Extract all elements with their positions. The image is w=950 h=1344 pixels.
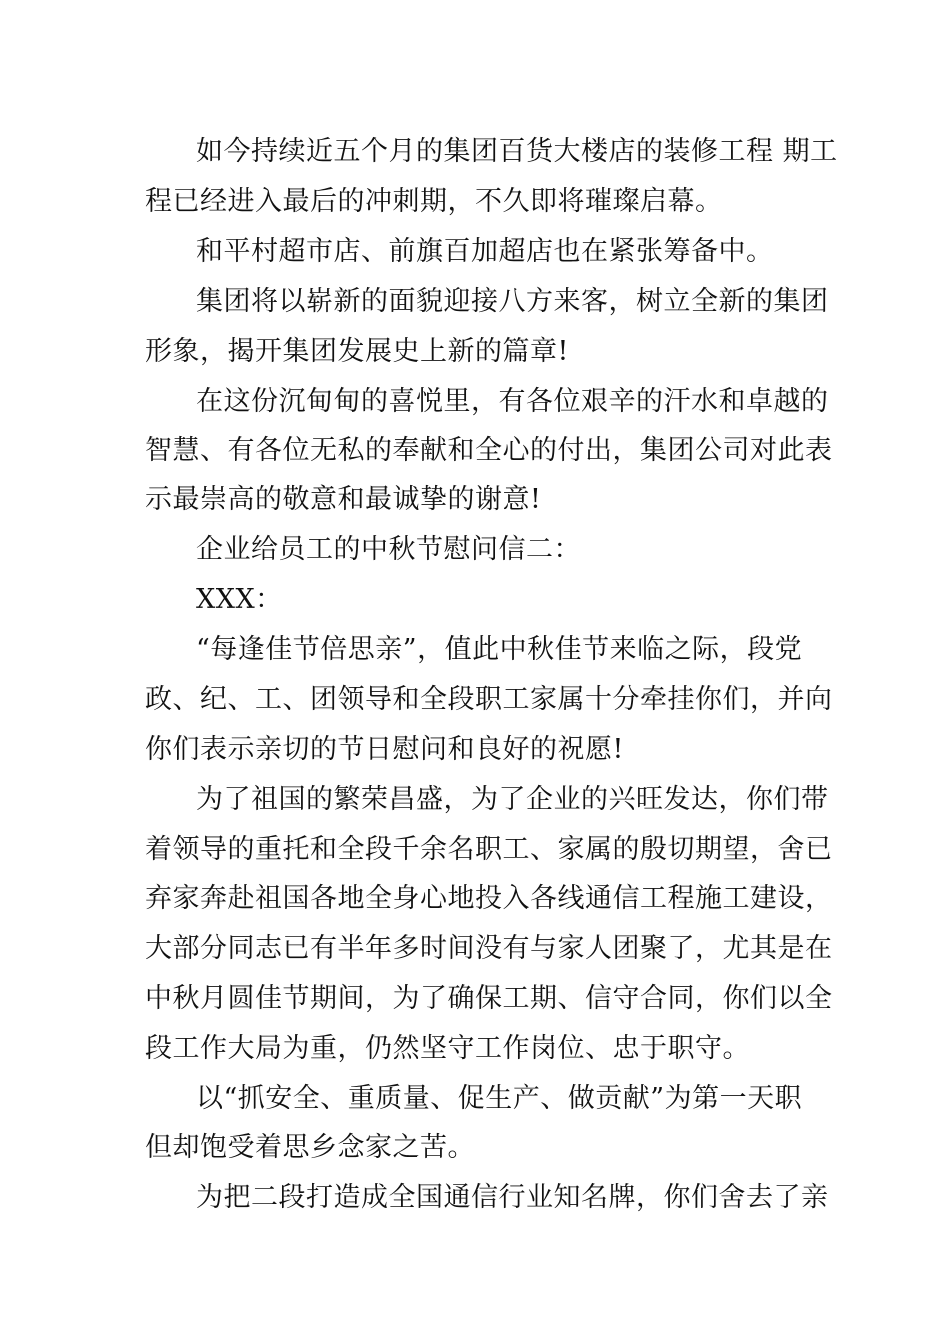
paragraph-line: “每逢佳节倍思亲”，值此中秋佳节来临之际，段党	[196, 634, 803, 665]
paragraph-line: 示最崇高的敬意和最诚挚的谢意!	[145, 484, 542, 515]
paragraph-line: 和平村超市店、前旗百加超店也在紧张筹备中。	[196, 236, 774, 267]
paragraph-line: 形象，揭开集团发展史上新的篇章!	[145, 336, 569, 367]
paragraph-line: 为了祖国的繁荣昌盛，为了企业的兴旺发达，你们带	[196, 784, 829, 815]
paragraph-line: 段工作大局为重，仍然坚守工作岗位、忠于职守。	[145, 1033, 750, 1064]
paragraph-line: 弃家奔赴祖国各地全身心地投入各线通信工程施工建设，	[145, 883, 833, 914]
paragraph-line: 集团将以崭新的面貌迎接八方来客，树立全新的集团	[196, 286, 829, 317]
paragraph-line: 中秋月圆佳节期间，为了确保工期、信守合同，你们以全	[145, 983, 833, 1014]
salutation: XXX：	[196, 584, 283, 615]
paragraph-line: 如今持续近五个月的集团百货大楼店的装修工程 期工	[196, 136, 838, 167]
paragraph-line: 在这份沉甸甸的喜悦里，有各位艰辛的汗水和卓越的	[196, 386, 829, 417]
paragraph-line: 大部分同志已有半年多时间没有与家人团聚了，尤其是在	[145, 933, 833, 964]
section-heading: 企业给员工的中秋节慰问信二：	[196, 534, 581, 565]
paragraph-line: 但却饱受着思乡念家之苦。	[145, 1132, 475, 1163]
paragraph-line: 着领导的重托和全段千余名职工、家属的殷切期望，舍已	[145, 834, 833, 865]
paragraph-line: 程已经进入最后的冲刺期，不久即将璀璨启幕。	[145, 186, 723, 217]
paragraph-line: 智慧、有各位无私的奉献和全心的付出，集团公司对此表	[145, 435, 833, 466]
paragraph-line: 政、纪、工、团领导和全段职工家属十分牵挂你们，并向	[145, 684, 833, 715]
paragraph-line: 以“抓安全、重质量、促生产、做贡献”为第一天职	[196, 1083, 803, 1114]
paragraph-line: 为把二段打造成全国通信行业知名牌，你们舍去了亲	[196, 1182, 829, 1213]
paragraph-line: 你们表示亲切的节日慰问和良好的祝愿!	[145, 734, 624, 765]
